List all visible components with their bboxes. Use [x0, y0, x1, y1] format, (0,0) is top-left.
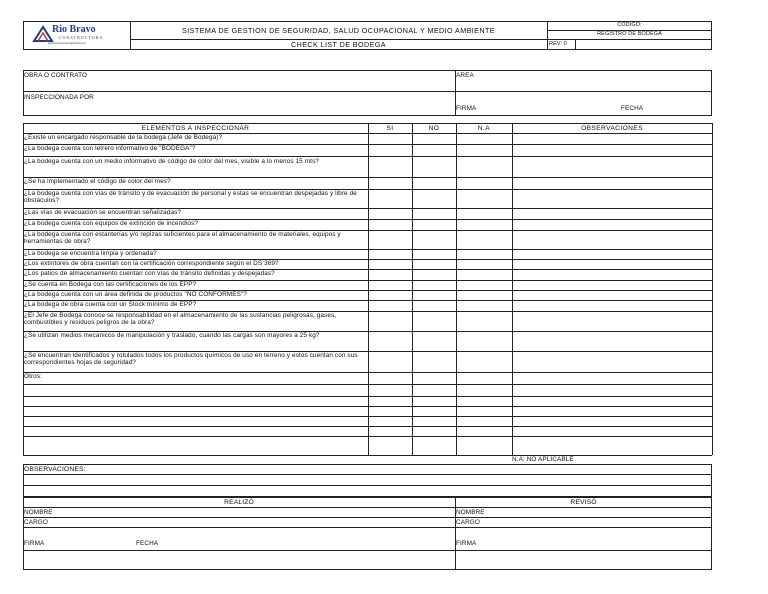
checklist-item: ¿El Jefe de Bodega conoce se responsabilidad en el almacenamiento de las sustancias peligrosas, gases, combustibles y residuos peligros de la obra?	[24, 312, 337, 327]
table-row-line	[23, 455, 712, 456]
area-label: AREA	[456, 72, 474, 79]
checklist-item: ¿La bodega de obra cuenta con un Stock mínimo de EPP?	[24, 301, 197, 308]
checklist-item: ¿Los patios de almacenamiento cuentan con vías de tránsito definidas y despejadas?	[24, 270, 275, 277]
table-column-line	[368, 123, 369, 455]
reviso-firma-label: FIRMA	[456, 540, 477, 547]
info-frame	[23, 70, 712, 116]
checklist-item: ¿Se ha implementado el código de color del mes?	[24, 178, 171, 185]
logo-url: www.constructorariobravo.cl	[48, 41, 86, 45]
table-column-line	[512, 123, 513, 455]
inspeccionada-label: INSPECCIONADA POR	[24, 94, 94, 101]
registro-label: REGISTRO DE BODEGA	[597, 31, 662, 37]
revision-label: REV: 0	[549, 41, 567, 47]
fecha-label: FECHA	[621, 105, 644, 112]
reviso-cargo-label: CARGO	[456, 519, 480, 526]
col-na: N.A	[477, 125, 491, 132]
table-column-line	[456, 123, 457, 455]
logo-name: Rio Bravo	[52, 24, 96, 35]
realizo-firma-label: FIRMA	[24, 540, 45, 547]
realizo-label: REALIZÓ	[224, 499, 254, 506]
reviso-nombre-label: NOMBRE	[456, 509, 485, 516]
obra-label: OBRA O CONTRATO	[24, 72, 88, 79]
realizo-nombre-label: NOMBRE	[24, 509, 53, 516]
realizo-cargo-label: CARGO	[24, 519, 48, 526]
checklist-item: ¿La bodega cuenta con vías de tránsito y de evacuación de personal y estas se encuentran despejadas y libre de obstáculos?	[24, 190, 357, 205]
col-observaciones: OBSERVACIONES	[581, 125, 643, 132]
checklist-item: ¿Se encuentran identificados y rotulados todos los productos químicos de uso en terreno y estos cuentan con sus correspondientes hojas de seguridad?	[24, 352, 358, 367]
checklist-item: ¿Se utilizan medios mecanicos de manipulación y traslado, cuando las cargas son mayores a 25 kg?	[24, 332, 320, 339]
table-column-line	[712, 123, 713, 455]
checklist-item: Otros:	[24, 373, 42, 380]
col-no: NO	[428, 125, 440, 132]
firma-label: FIRMA	[456, 105, 477, 112]
document-title: SISTEMA DE GESTION DE SEGURIDAD, SALUD OCUPACIONAL Y MEDIO AMBIENTE	[182, 26, 495, 35]
checklist-item: ¿La bodega cuenta con estanterías y/o repizas suficientes para el almacenamiento de materiales, equipos y herramientas de obra?	[24, 231, 341, 246]
observaciones-label: OBSERVACIONES:	[24, 466, 86, 473]
checklist-item: ¿Las vías de evacuación se encuentran señalizadas?	[24, 209, 182, 216]
reviso-label: REVISÓ	[570, 499, 597, 506]
table-column-line	[412, 123, 413, 455]
table-column-line	[23, 123, 24, 455]
logo-subtitle: CONSTRUCTORA	[59, 35, 104, 40]
realizo-fecha-label: FECHA	[136, 540, 159, 547]
col-si: SI	[386, 125, 394, 132]
checklist-item: ¿La bodega cuenta con un medio informativo de código de color del mes, visible a lo menos 15 mts?	[24, 158, 319, 165]
company-logo	[32, 23, 112, 48]
checklist-item: ¿Los extintores de obra cuentan con la certificación correspondiente según el DS 369?	[24, 260, 279, 267]
checklist-item: ¿La bodega cuenta con letrero informativo de "BODEGA"?	[24, 145, 196, 152]
checklist-item: ¿La bodega cuenta con un área definida de productos "NO CONFORMES"?	[24, 291, 247, 298]
checklist-item: ¿La bodega se encuentra limpia y ordenada?	[24, 250, 157, 257]
document-subtitle: CHECK LIST DE BODEGA	[291, 40, 386, 49]
col-elementos: ELEMENTOS A INSPECCIONAR	[141, 125, 250, 132]
observaciones-frame	[23, 464, 712, 497]
checklist-item: ¿Se cuenta en Bodega con las certificaciones de los EPP?	[24, 281, 197, 288]
codigo-label: CODIGO:	[617, 22, 642, 28]
na-note: N.A: NO APLICABLE	[512, 456, 574, 463]
checklist-item: ¿Existe un encargado responsable de la bodega (Jefe de Bodega)?	[24, 134, 223, 141]
checklist-item: ¿La bodega cuenta con equipos de extinción de incendios?	[24, 220, 199, 227]
